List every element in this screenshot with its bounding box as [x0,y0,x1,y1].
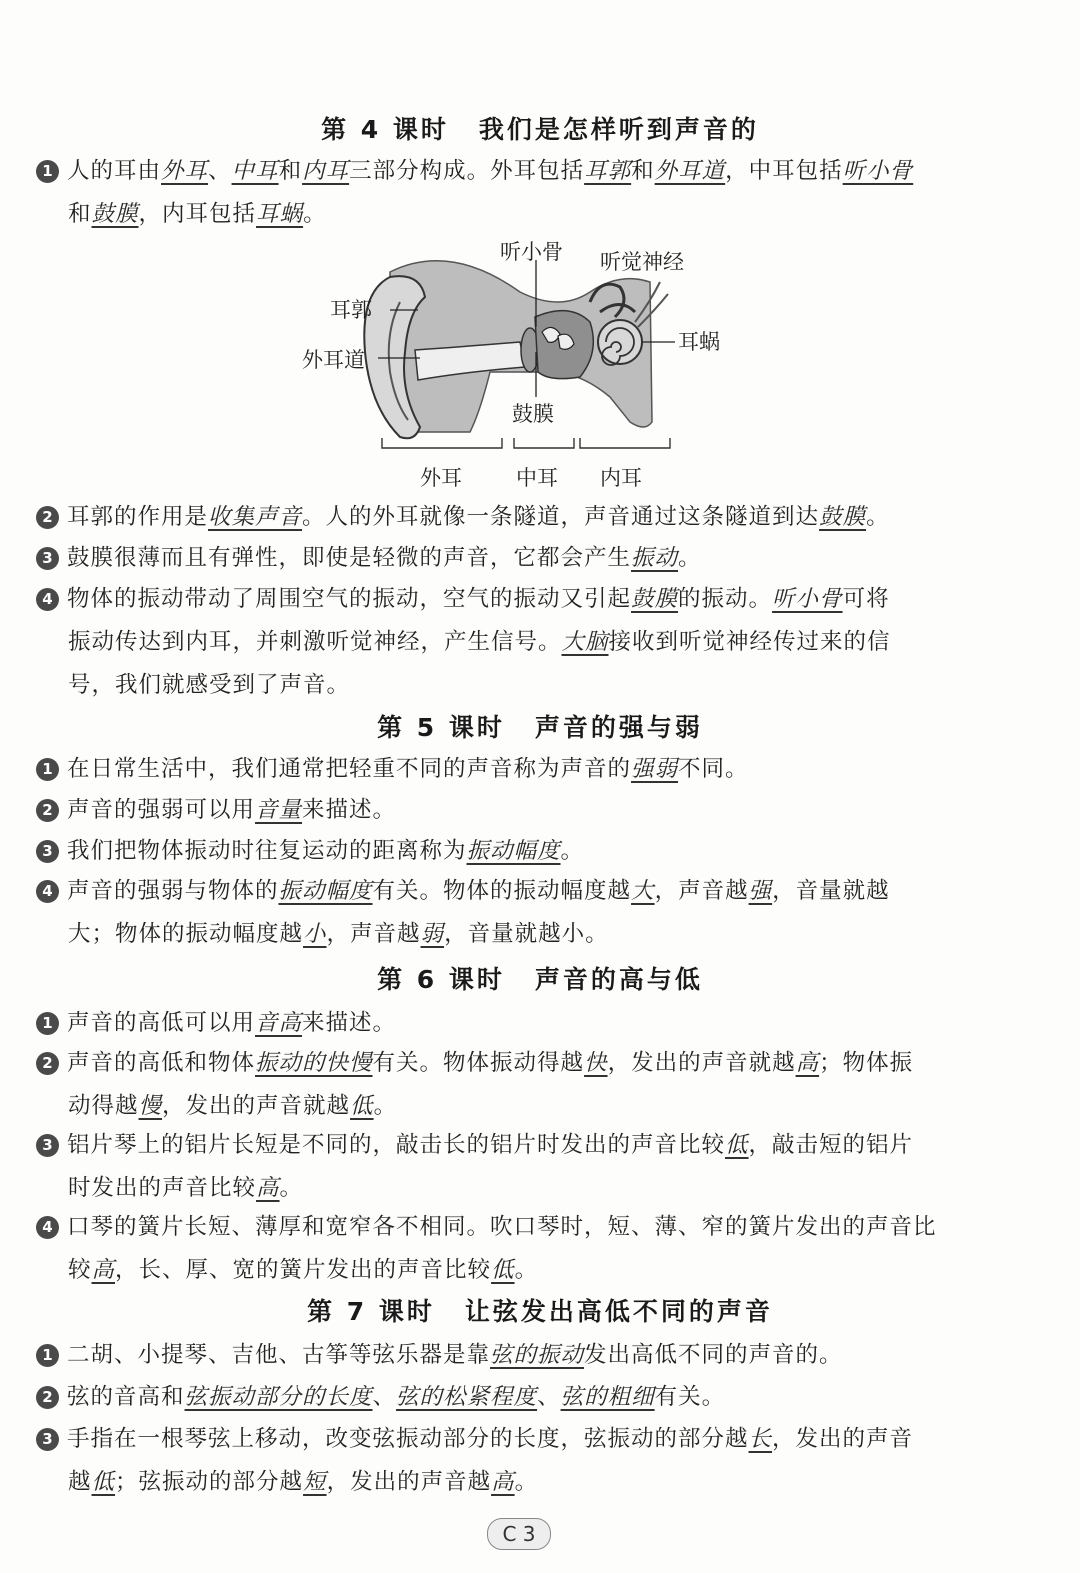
answer: 弱 [420,921,445,947]
lesson-6-item-1: 1 声音的高低可以用音高来描述。 [36,1002,1011,1045]
label-cochlea: 耳蜗 [678,330,720,354]
lesson-number: 第 4 课时 [321,115,449,144]
lesson-4-item-3: 3 鼓膜很薄而且有弹性，即使是轻微的声音，它都会产生振动。 [36,537,1011,580]
answer: 外耳道 [654,158,726,184]
lesson-6-title [0,960,1080,996]
lesson-6-item-3: 3 铝片琴上的铝片长短是不同的，敲击长的铝片时发出的声音比较低，敲击短的铝片 时发出的声音比较高。 [36,1124,1011,1210]
item-number-badge: 3 [36,1428,59,1451]
item-number-badge: 2 [36,1386,59,1409]
label-pinna: 耳郭 [330,298,372,322]
answer: 高 [491,1469,515,1495]
answer: 鼓膜 [819,504,867,530]
lesson-4-item-4: 4 物体的振动带动了周围空气的振动，空气的振动又引起鼓膜的振动。听小骨可将 振动传达到内耳，并刺激听觉神经，产生信号。大脑接收到听觉神经传过来的信 号，我们就感受到了声音。 [36,578,1011,707]
answer: 耳蜗 [256,201,304,227]
answer: 振动幅度 [466,838,561,864]
item-number-badge: 2 [36,506,59,529]
answer: 长 [748,1426,773,1452]
lesson-7-item-3: 3 手指在一根琴弦上移动，改变弦振动部分的长度，弦振动的部分越长，发出的声音 越低；弦振动的部分越短，发出的声音越高。 [36,1418,1011,1504]
label-outer-ear: 外耳 [420,466,462,490]
lesson-5-item-3: 3 我们把物体振动时往复运动的距离称为振动幅度。 [36,830,1011,873]
answer: 弦的松紧程度 [396,1384,538,1410]
answer: 大脑 [561,629,609,655]
label-ear-canal: 外耳道 [302,348,365,372]
lesson-number: 第 7 课时 [307,1297,435,1326]
lesson-name: 声音的高与低 [534,965,703,994]
lesson-7-title [0,1292,1080,1328]
lesson-4-item-1: 1 人的耳由外耳、中耳和内耳三部分构成。外耳包括耳郭和外耳道，中耳包括听小骨 和鼓膜，内耳包括耳蜗。 [36,150,1011,236]
item-number-badge: 2 [36,799,59,822]
answer: 快 [584,1050,608,1076]
answer: 低 [491,1257,515,1283]
answer: 听小骨 [842,158,914,184]
answer: 耳郭 [584,158,632,184]
lesson-5-item-4: 4 声音的强弱与物体的振动幅度有关。物体的振动幅度越大，声音越强，音量就越 大；物体的振动幅度越小，声音越弱，音量就越小。 [36,870,1011,956]
item-number-badge: 1 [36,160,59,183]
answer: 中耳 [231,158,279,184]
answer: 内耳 [302,158,350,184]
answer: 音高 [255,1010,303,1036]
answer: 弦振动部分的长度 [184,1384,373,1410]
answer: 大 [631,878,655,904]
item-number-badge: 1 [36,1344,59,1367]
answer: 音量 [255,797,303,823]
lesson-4-title [0,110,1080,146]
item-number-badge: 1 [36,1012,59,1035]
answer: 鼓膜 [91,201,139,227]
answer: 振动幅度 [278,878,373,904]
lesson-number: 第 6 课时 [377,965,505,994]
answer: 高 [91,1257,116,1283]
lesson-7-item-2: 2 弦的音高和弦振动部分的长度、弦的松紧程度、弦的粗细有关。 [36,1376,1011,1419]
lesson-7-item-1: 1 二胡、小提琴、吉他、古筝等弦乐器是靠弦的振动发出高低不同的声音的。 [36,1334,1011,1377]
lesson-name: 我们是怎样听到声音的 [478,115,759,144]
item-number-badge: 3 [36,547,59,570]
lesson-name: 让弦发出高低不同的声音 [464,1297,773,1326]
answer: 听小骨 [772,586,843,612]
label-middle-ear: 中耳 [516,466,558,490]
answer: 慢 [138,1093,163,1119]
label-inner-ear: 内耳 [600,466,642,490]
label-ossicles: 听小骨 [500,240,563,264]
label-auditory-nerve: 听觉神经 [600,250,684,274]
lesson-name: 声音的强与弱 [534,713,703,742]
lesson-6-item-2: 2 声音的高低和物体振动的快慢有关。物体振动得越快，发出的声音就越高；物体振 动得越慢，发出的声音就越低。 [36,1042,1011,1128]
lesson-5-item-1: 1 在日常生活中，我们通常把轻重不同的声音称为声音的强弱不同。 [36,748,1011,791]
answer: 鼓膜 [631,586,679,612]
answer: 振动的快慢 [255,1050,373,1076]
answer: 低 [725,1132,749,1158]
answer: 振动 [631,545,679,571]
item-number-badge: 4 [36,588,59,611]
lesson-5-item-2: 2 声音的强弱可以用音量来描述。 [36,789,1011,832]
lesson-5-title [0,708,1080,744]
item-number-badge: 3 [36,840,59,863]
answer: 低 [91,1469,116,1495]
item-number-badge: 4 [36,1216,59,1239]
label-eardrum: 鼓膜 [512,402,554,426]
lesson-number: 第 5 课时 [377,713,505,742]
item-number-badge: 1 [36,758,59,781]
item-number-badge: 4 [36,880,59,903]
answer: 小 [303,921,327,947]
answer: 低 [350,1093,374,1119]
answer: 收集声音 [208,504,303,530]
lesson-4-item-2: 2 耳郭的作用是收集声音。人的外耳就像一条隧道，声音通过这条隧道到达鼓膜。 [36,496,1011,539]
answer: 外耳 [161,158,209,184]
page-number: C 3 [487,1518,551,1550]
answer: 强弱 [631,756,679,782]
lesson-6-item-4: 4 口琴的簧片长短、薄厚和宽窄各不相同。吹口琴时，短、薄、窄的簧片发出的声音比 较高，长、厚、宽的簧片发出的声音比较低。 [36,1206,1011,1292]
item-number-badge: 2 [36,1052,59,1075]
answer: 高 [795,1050,820,1076]
item-number-badge: 3 [36,1134,59,1157]
ear-anatomy-diagram [290,232,750,497]
answer: 高 [256,1175,280,1201]
answer: 弦的振动 [490,1342,585,1368]
answer: 强 [748,878,773,904]
answer: 短 [303,1469,327,1495]
answer: 弦的粗细 [560,1384,655,1410]
